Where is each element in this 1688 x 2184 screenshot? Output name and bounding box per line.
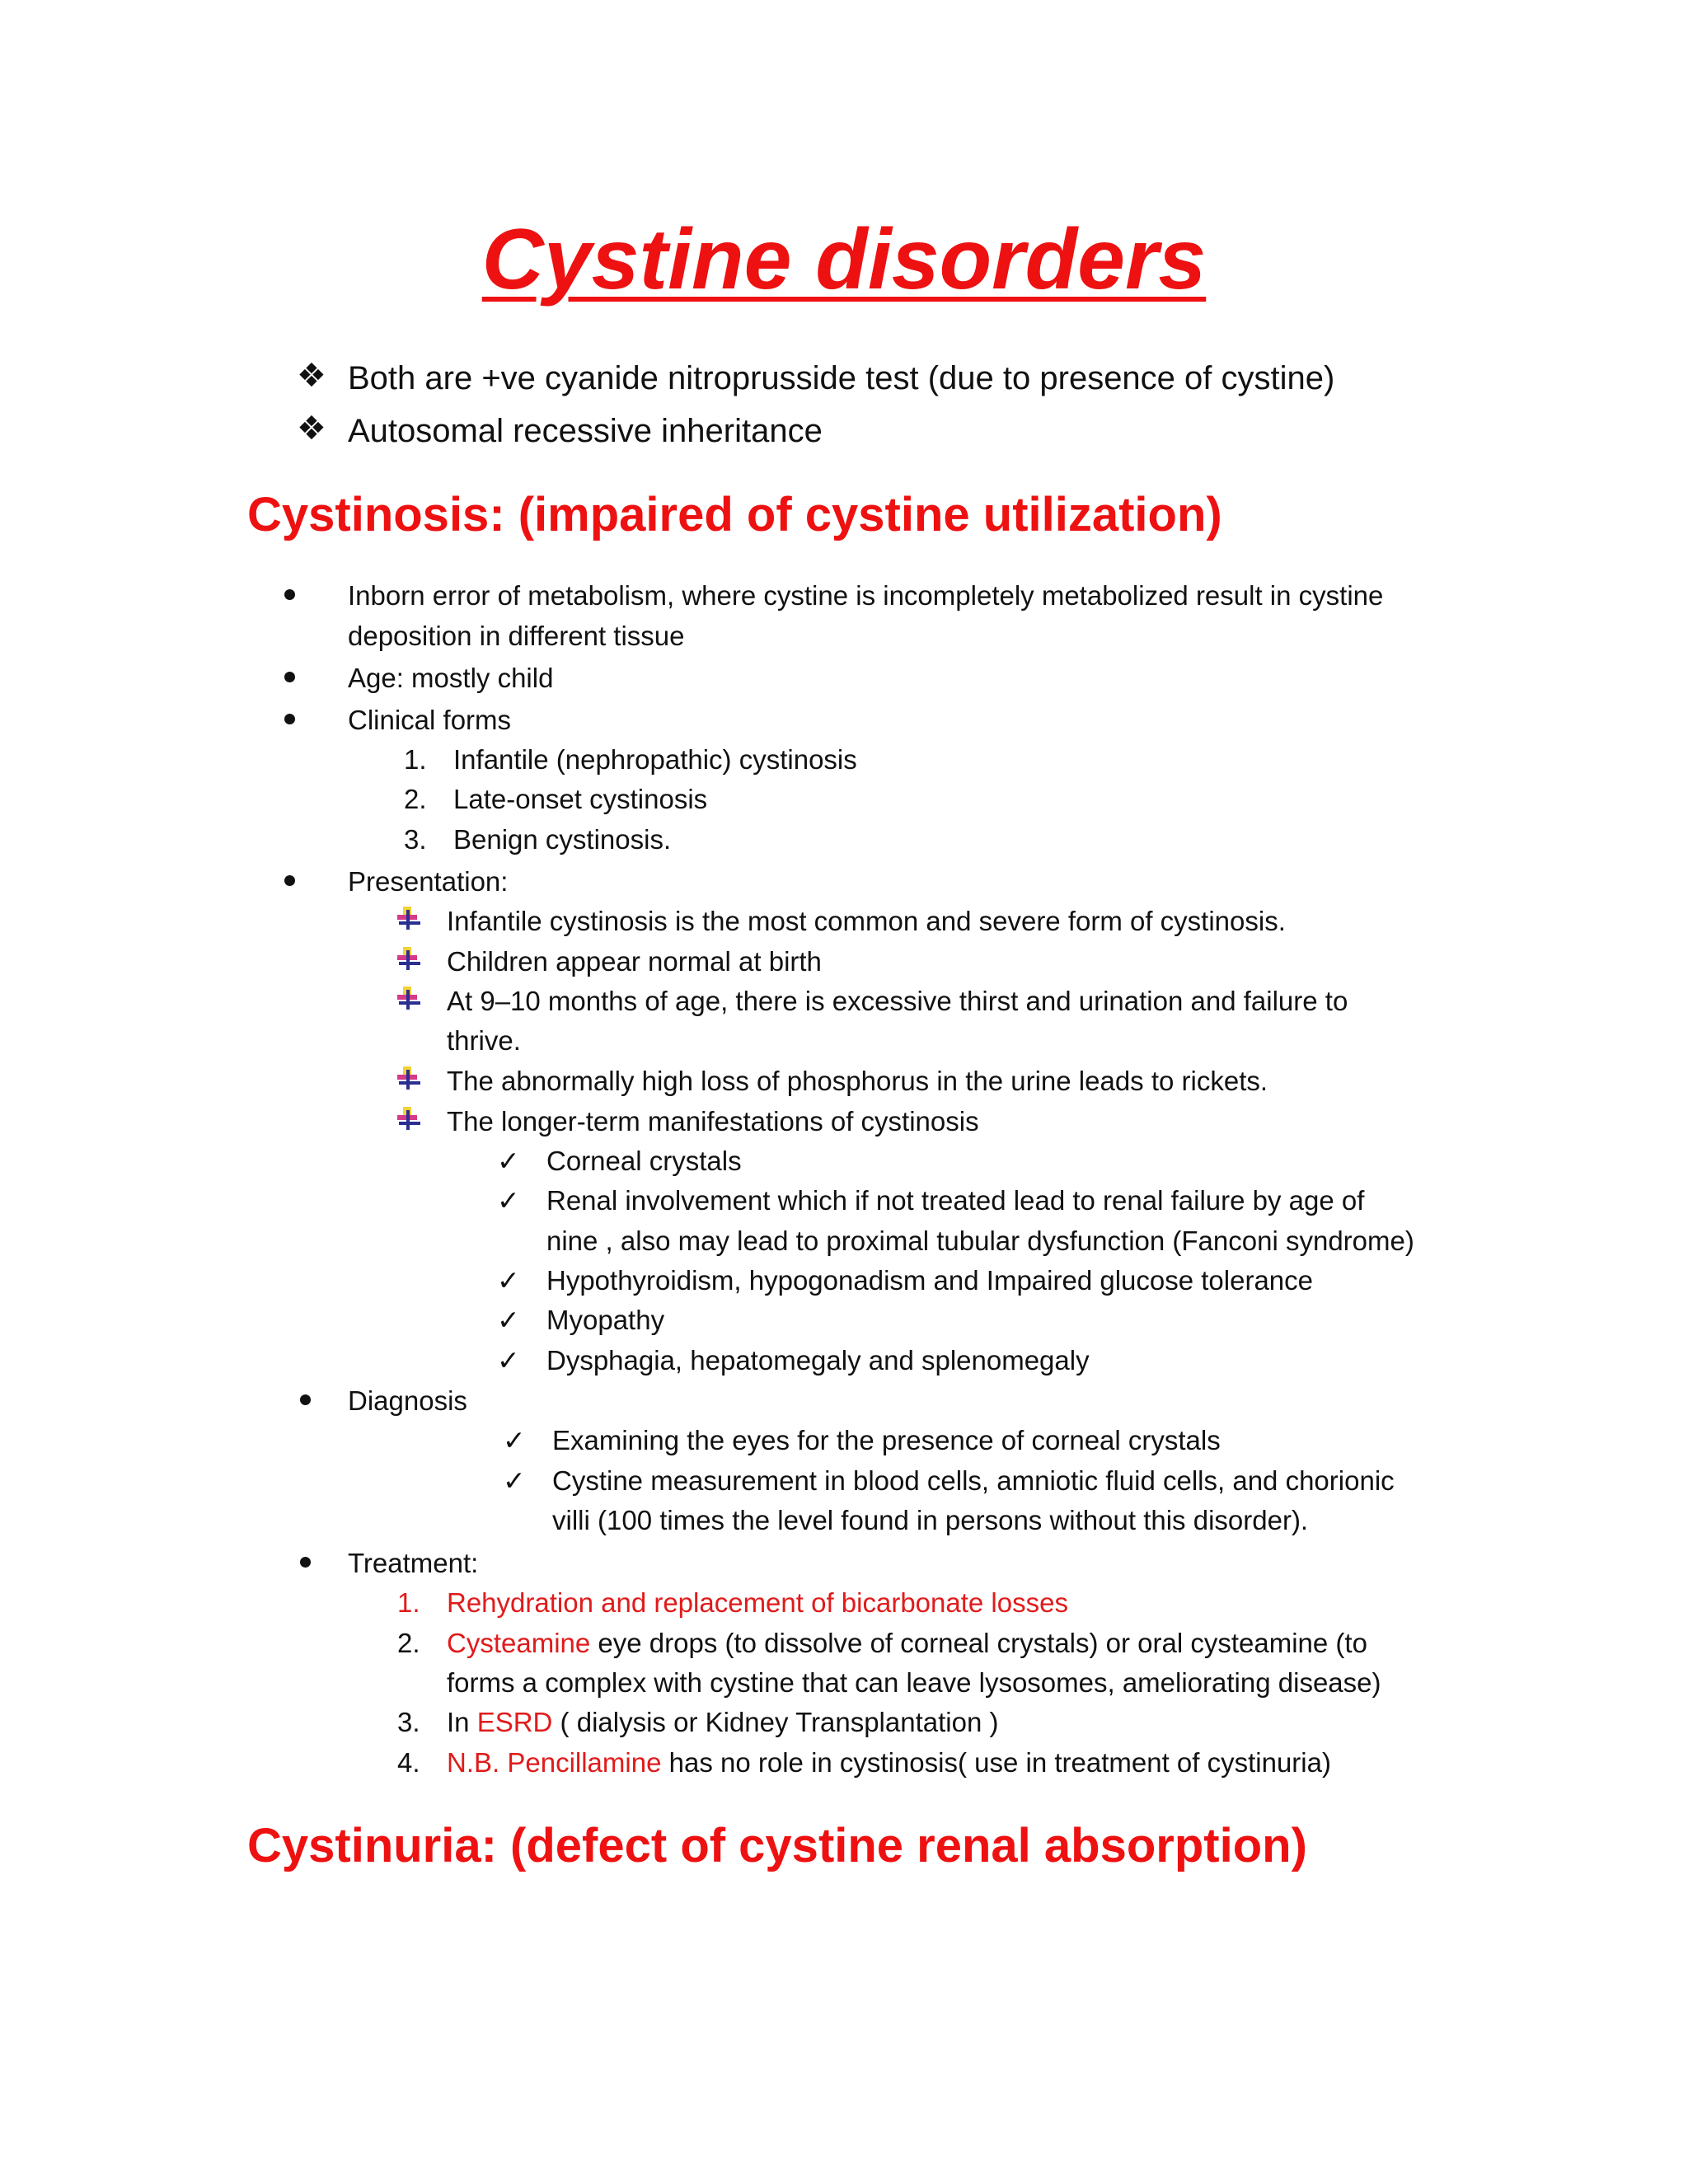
list-item-text: At 9–10 months of age, there is excessive thirst and urination and failure to bbox=[447, 986, 1348, 1016]
list-item-text: forms a complex with cystine that can leave lysosomes, ameliorating disease) bbox=[447, 1667, 1381, 1698]
checkmark-icon: ✓ bbox=[497, 1345, 520, 1376]
list-item-rest: eye drops (to dissolve of corneal crystals) or oral cysteamine (to bbox=[590, 1628, 1367, 1658]
list-item-text: nine , also may lead to proximal tubular dysfunction (Fanconi syndrome) bbox=[546, 1226, 1414, 1256]
list-item-text: Inborn error of metabolism, where cystine is incompletely metabolized result in cystine bbox=[348, 580, 1384, 611]
cross-arrow-bullet-icon bbox=[397, 907, 422, 931]
drug-name: Cysteamine bbox=[447, 1628, 591, 1658]
list-item-text: Treatment: bbox=[348, 1548, 479, 1578]
list-item-prefix: In bbox=[447, 1707, 477, 1737]
list-item-rest: ( dialysis or Kidney Transplantation ) bbox=[552, 1707, 999, 1737]
list-item-text: Corneal crystals bbox=[546, 1146, 742, 1176]
term-esrd: ESRD bbox=[476, 1707, 553, 1737]
list-item-text: Children appear normal at birth bbox=[447, 946, 822, 977]
checkmark-icon: ✓ bbox=[497, 1265, 520, 1296]
list-item-text: Clinical forms bbox=[348, 705, 512, 735]
cross-arrow-bullet-icon bbox=[397, 987, 422, 1011]
cross-arrow-bullet-icon bbox=[397, 1107, 422, 1132]
list-item-text: Renal involvement which if not treated lead to renal failure by age of bbox=[546, 1185, 1365, 1216]
list-number: 1. bbox=[397, 1587, 420, 1618]
cross-arrow-bullet-icon bbox=[397, 1066, 422, 1091]
checkmark-icon: ✓ bbox=[497, 1305, 520, 1335]
list-item-text: villi (100 times the level found in persons without this disorder). bbox=[552, 1505, 1309, 1535]
list-number: 4. bbox=[397, 1747, 420, 1778]
list-item-text: Age: mostly child bbox=[348, 663, 554, 693]
list-item-text: thrive. bbox=[447, 1025, 521, 1056]
list-item-text: Benign cystinosis. bbox=[453, 824, 672, 855]
section-heading-cystinosis: Cystinosis: (impaired of cystine utilization) bbox=[247, 488, 1222, 541]
list-item-text: The longer-term manifestations of cystinosis bbox=[447, 1106, 979, 1137]
list-item-text: Examining the eyes for the presence of corneal crystals bbox=[552, 1425, 1221, 1455]
cross-arrow-bullet-icon bbox=[397, 947, 422, 972]
list-item-text: deposition in different tissue bbox=[348, 621, 685, 651]
list-item-text: Infantile (nephropathic) cystinosis bbox=[453, 744, 857, 775]
list-number: 1. bbox=[404, 744, 427, 775]
list-item-text: Myopathy bbox=[546, 1305, 665, 1335]
intro-line: Both are +ve cyanide nitroprusside test (due to presence of cystine) bbox=[348, 360, 1335, 396]
list-item-text: Cystine measurement in blood cells, amniotic fluid cells, and chorionic bbox=[552, 1465, 1395, 1496]
section-heading-cystinuria: Cystinuria: (defect of cystine renal absorption) bbox=[247, 1819, 1307, 1872]
list-item-text: Rehydration and replacement of bicarbonate losses bbox=[447, 1587, 1068, 1618]
list-item-text: Infantile cystinosis is the most common and severe form of cystinosis. bbox=[447, 906, 1286, 936]
checkmark-icon: ✓ bbox=[497, 1146, 520, 1176]
list-item-text: The abnormally high loss of phosphorus in the urine leads to rickets. bbox=[447, 1066, 1268, 1096]
bullet-dot-icon bbox=[284, 714, 295, 724]
list-item-text: Dysphagia, hepatomegaly and splenomegaly bbox=[546, 1345, 1090, 1376]
list-item-text bbox=[447, 1625, 1367, 1661]
intro-line: Autosomal recessive inheritance bbox=[348, 413, 823, 449]
list-item-rest: has no role in cystinosis( use in treatment of cystinuria) bbox=[661, 1747, 1331, 1778]
bullet-dot-icon bbox=[284, 589, 295, 600]
checkmark-icon: ✓ bbox=[497, 1185, 520, 1216]
diamond-bullet-icon: ❖ bbox=[297, 358, 326, 394]
bullet-dot-icon bbox=[300, 1394, 311, 1405]
list-item-text bbox=[447, 1704, 998, 1741]
diamond-bullet-icon: ❖ bbox=[297, 410, 326, 447]
list-item-text bbox=[447, 1745, 1331, 1781]
checkmark-icon: ✓ bbox=[503, 1465, 526, 1496]
checkmark-icon: ✓ bbox=[503, 1425, 526, 1455]
list-number: 2. bbox=[397, 1628, 420, 1658]
list-item-text: Hypothyroidism, hypogonadism and Impaired glucose tolerance bbox=[546, 1265, 1314, 1296]
list-item-text: Presentation: bbox=[348, 866, 509, 897]
list-item-text: Diagnosis bbox=[348, 1385, 467, 1416]
bullet-dot-icon bbox=[300, 1557, 311, 1568]
page-title: Cystine disorders bbox=[481, 212, 1207, 307]
list-number: 3. bbox=[404, 824, 427, 855]
list-number: 2. bbox=[404, 784, 427, 814]
bullet-dot-icon bbox=[284, 875, 295, 886]
list-number: 3. bbox=[397, 1707, 420, 1737]
bullet-dot-icon bbox=[284, 672, 295, 682]
drug-name: N.B. Pencillamine bbox=[447, 1747, 662, 1778]
list-item-text: Late-onset cystinosis bbox=[453, 784, 708, 814]
